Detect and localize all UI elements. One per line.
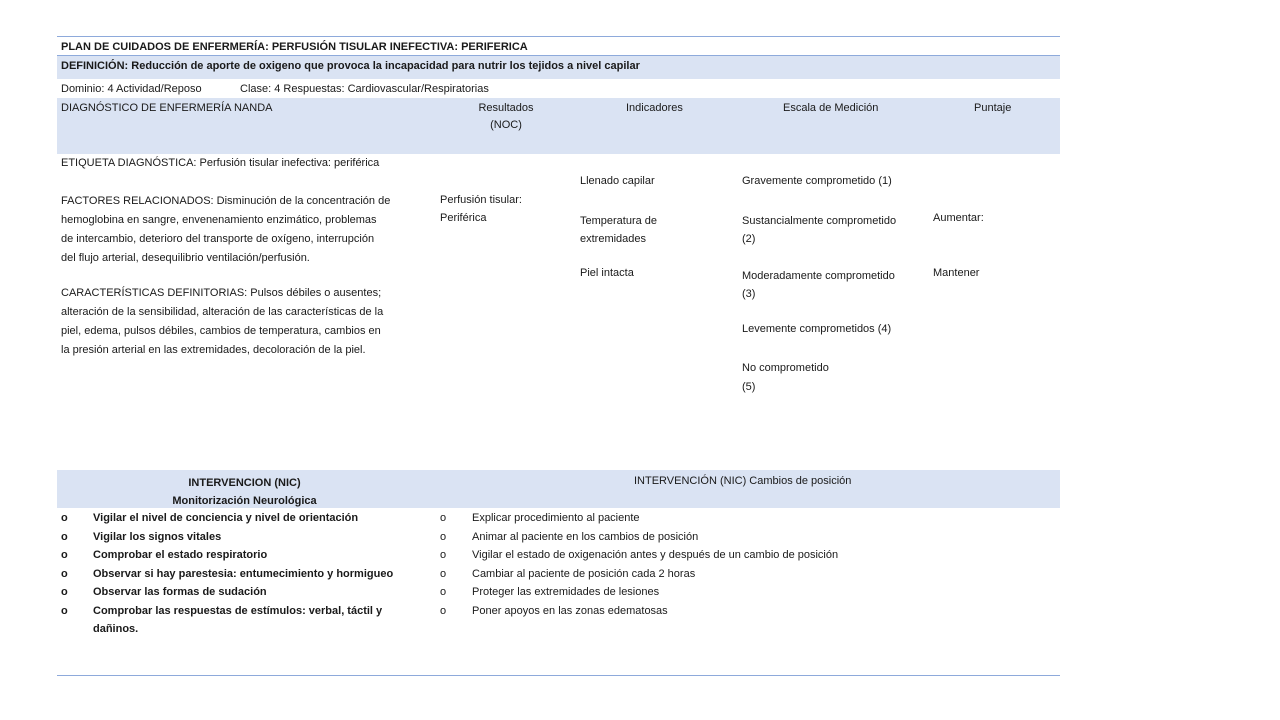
indicador-llenado-capilar: Llenado capilar <box>580 175 655 187</box>
resultado-periferica: Periférica <box>440 212 487 224</box>
plan-title: PLAN DE CUIDADOS DE ENFERMERÍA: PERFUSIÓN TISULAR INEFECTIVA: PERIFERICA <box>61 41 528 53</box>
list-item <box>57 509 437 528</box>
dominio-text: Dominio: 4 Actividad/Reposo <box>61 83 202 95</box>
list-item-text: Comprobar el estado respiratorio <box>93 549 268 561</box>
header-resultados-label: Resultados <box>478 102 534 114</box>
intervencion-left-title: INTERVENCION (NIC) <box>188 477 301 489</box>
header-diagnostico: DIAGNÓSTICO DE ENFERMERÍA NANDA <box>61 102 273 114</box>
bullet-mark: o <box>440 567 447 580</box>
list-item-text: Observar las formas de sudación <box>93 586 267 598</box>
resultado-perfusion: Perfusión tisular: <box>440 194 522 206</box>
bullet-mark: o <box>61 567 68 580</box>
list-item <box>436 583 1036 602</box>
list-item-text: Poner apoyos en las zonas edematosas <box>472 604 668 617</box>
list-item <box>436 546 1036 565</box>
escala-1: Gravemente comprometido (1) <box>742 175 892 187</box>
caracteristicas-line: CARACTERÍSTICAS DEFINITORIAS: Pulsos débiles o ausentes; <box>61 287 382 299</box>
list-item-text-continued: dañinos. <box>93 623 139 635</box>
header-indicadores: Indicadores <box>626 102 683 114</box>
intervencion-left-header <box>57 474 432 510</box>
list-item <box>436 602 1036 621</box>
bottom-rule <box>57 675 1060 676</box>
escala-3-l1: Moderadamente comprometido <box>742 270 895 282</box>
list-item <box>57 528 437 547</box>
list-item-text: Cambiar al paciente de posición cada 2 horas <box>472 567 696 580</box>
escala-5 <box>742 359 829 397</box>
intervencion-right-list <box>436 509 1036 620</box>
bullet-mark: o <box>440 549 447 561</box>
list-item-text: Animar al paciente en los cambios de posición <box>472 530 699 543</box>
bullet-mark: o <box>61 530 68 543</box>
etiqueta-diagnostica: ETIQUETA DIAGNÓSTICA: Perfusión tisular inefectiva: periférica <box>61 157 380 169</box>
intervencion-right-title: INTERVENCIÓN (NIC) Cambios de posición <box>634 475 852 487</box>
indicador-temperatura-l1: Temperatura de <box>580 215 658 227</box>
escala-4: Levemente comprometidos (4) <box>742 323 892 335</box>
bullet-mark: o <box>440 530 447 543</box>
list-item-text: Proteger las extremidades de lesiones <box>472 586 660 598</box>
escala-5-l2: (5) <box>742 381 756 393</box>
list-item <box>436 509 1036 528</box>
list-item <box>57 565 437 584</box>
list-item <box>436 528 1036 547</box>
bullet-mark: o <box>440 604 447 617</box>
list-item-text: Explicar procedimiento al paciente <box>472 512 640 524</box>
intervencion-left-subtitle: Monitorización Neurológica <box>172 495 317 507</box>
list-item <box>436 565 1036 584</box>
header-escala: Escala de Medición <box>783 102 879 114</box>
bullet-mark: o <box>61 604 68 617</box>
factores-line: de intercambio, deterioro del transporte de oxígeno, interrupción <box>61 233 375 245</box>
caracteristicas-definitorias <box>61 284 426 360</box>
list-item <box>57 602 437 639</box>
definition-text: Reducción de aporte de oxigeno que provoca la incapacidad para nutrir los tejidos a nivel capilar <box>128 60 640 72</box>
factores-line: hemoglobina en sangre, envenenamiento enzimático, problemas <box>61 214 377 226</box>
list-item-text: Comprobar las respuestas de estímulos: verbal, táctil y <box>93 604 383 617</box>
escala-3-l2: (3) <box>742 288 756 300</box>
factores-relacionados <box>61 192 426 268</box>
header-resultados-sub: (NOC) <box>490 119 522 131</box>
caracteristicas-line: piel, edema, pulsos débiles, cambios de temperatura, cambios en <box>61 325 381 337</box>
indicador-piel-intacta: Piel intacta <box>580 267 634 279</box>
puntaje-mantener: Mantener <box>933 267 980 279</box>
bullet-mark: o <box>440 586 447 598</box>
header-resultados <box>470 102 542 131</box>
bullet-mark: o <box>61 586 68 598</box>
top-rule <box>57 36 1060 37</box>
factores-line: del flujo arterial, desequilibrio ventilación/perfusión. <box>61 252 310 264</box>
escala-2 <box>742 212 896 248</box>
list-item-text: Vigilar el estado de oxigenación antes y después de un cambio de posición <box>472 549 839 561</box>
list-item <box>57 546 437 565</box>
indicador-temperatura <box>580 212 657 248</box>
list-item-text: Vigilar los signos vitales <box>93 530 222 543</box>
definition-row <box>61 60 640 72</box>
definition-label: DEFINICIÓN: <box>61 60 129 72</box>
list-item-text: Vigilar el nivel de conciencia y nivel de orientación <box>93 512 359 524</box>
header-puntaje: Puntaje <box>974 102 1012 114</box>
bullet-mark: o <box>440 512 447 524</box>
bullet-mark: o <box>61 549 68 561</box>
list-item-text: Observar si hay parestesia: entumecimiento y hormigueo <box>93 567 394 580</box>
escala-2-l1: Sustancialmente comprometido <box>742 215 897 227</box>
bullet-mark: o <box>61 512 68 524</box>
indicador-temperatura-l2: extremidades <box>580 233 647 245</box>
factores-line: FACTORES RELACIONADOS: Disminución de la concentración de <box>61 195 391 207</box>
escala-5-l1: No comprometido <box>742 362 829 374</box>
list-item <box>57 583 437 602</box>
caracteristicas-line: alteración de la sensibilidad, alteración de las características de la <box>61 306 384 318</box>
escala-3 <box>742 267 895 303</box>
escala-2-l2: (2) <box>742 233 756 245</box>
puntaje-aumentar: Aumentar: <box>933 212 984 224</box>
intervencion-left-list <box>57 509 437 639</box>
clase-text: Clase: 4 Respuestas: Cardiovascular/Respiratorias <box>240 83 489 95</box>
caracteristicas-line: la presión arterial en las extremidades, decoloración de la piel. <box>61 344 366 356</box>
